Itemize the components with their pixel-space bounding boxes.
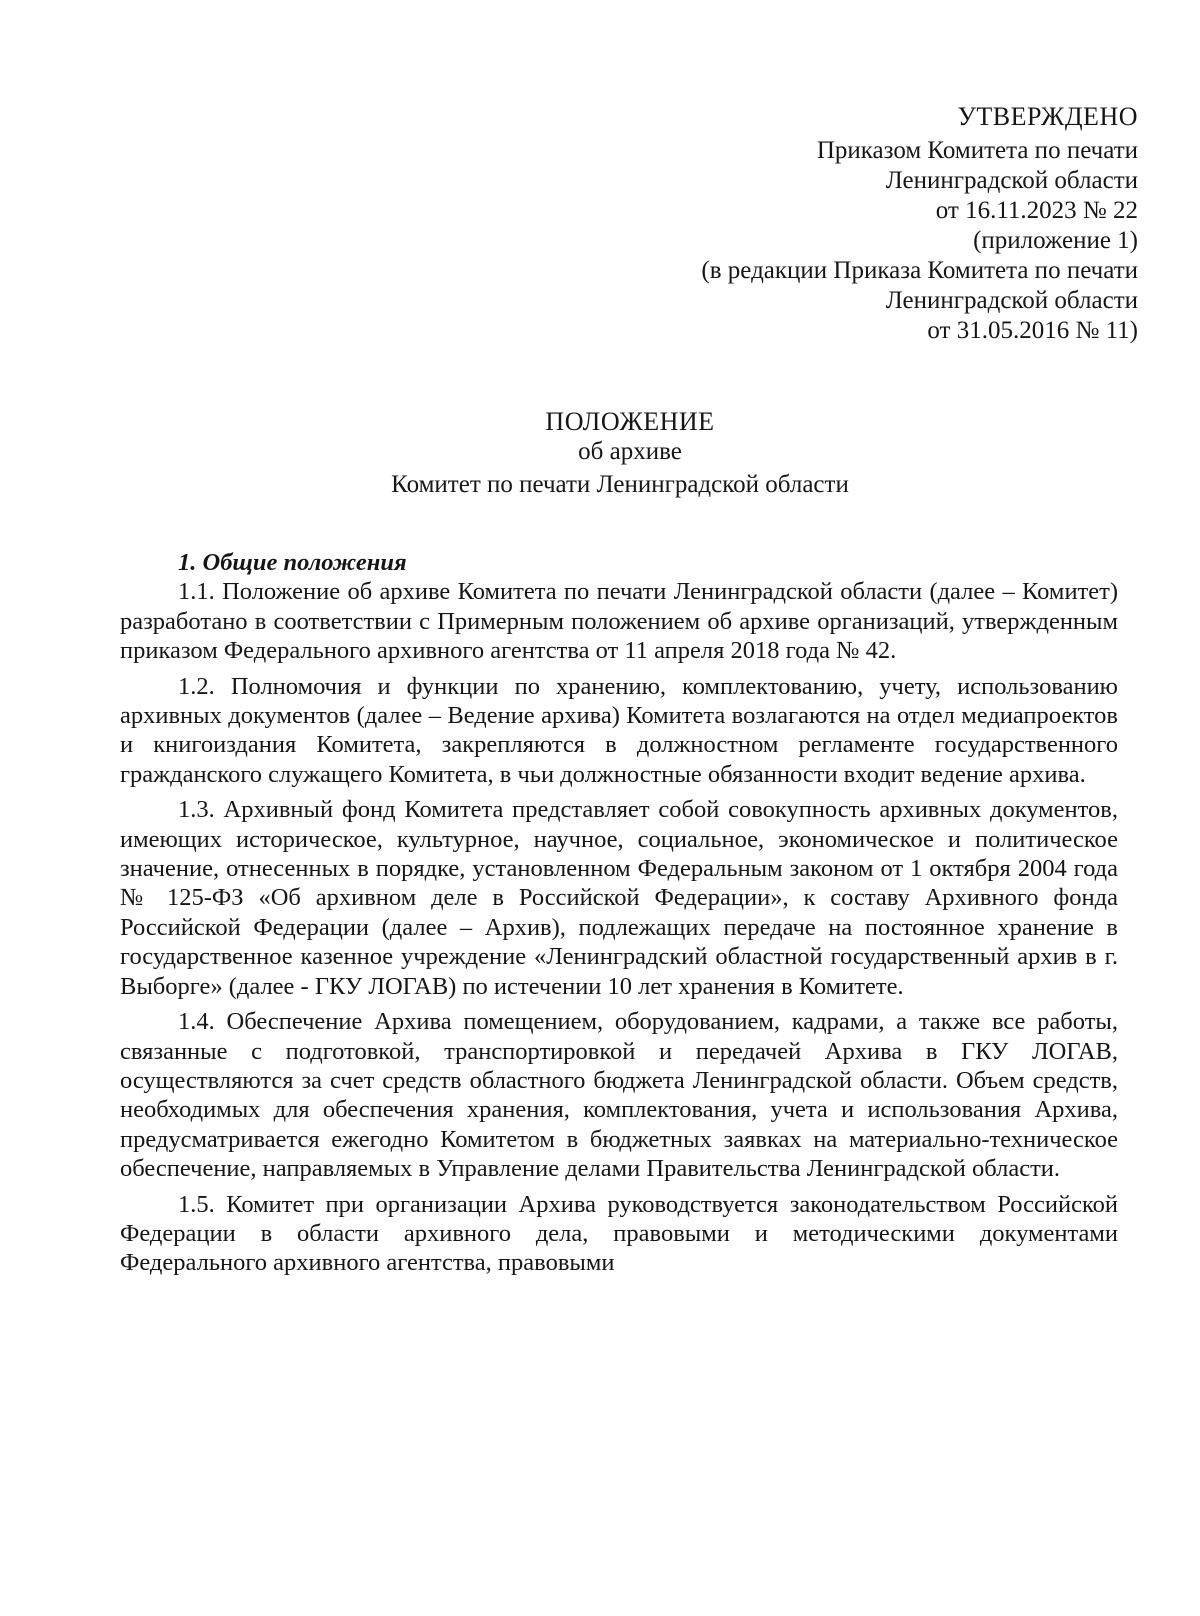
paragraph: 1.4. Обеспечение Архива помещением, оборудованием, кадрами, а также все работы, связанные с подготовкой, транспортировкой и передачей Архива в ГКУ ЛОГАВ, осуществляются за счет средств областного бюджета Ленинградской области. Объем средств, необходимых для обеспечения хранения, комплектования, учета и использования Архива, предусматривается ежегодно Комитетом в бюджетных заявках на материально-техническое обеспечение, направляемых в Управление делами Правительства Ленинградской области.	[120, 1008, 1118, 1183]
approval-line: (приложение 1)	[973, 227, 1138, 254]
title-subtitle: об архиве	[578, 438, 682, 465]
approval-line: Ленинградской области	[885, 287, 1138, 314]
title-organization: Комитет по печати Ленинградской области	[391, 471, 849, 498]
approval-line: Ленинградской области	[885, 167, 1138, 194]
approval-line: (в редакции Приказа Комитета по печати	[701, 257, 1138, 284]
approval-line: от 31.05.2016 № 11)	[927, 317, 1138, 344]
document-title	[120, 407, 1120, 500]
document-body	[120, 548, 1118, 1284]
approval-stamp	[578, 102, 1138, 346]
approval-line: Приказом Комитета по печати	[816, 137, 1138, 164]
approval-line: от 16.11.2023 № 22	[935, 197, 1138, 224]
paragraph: 1.5. Комитет при организации Архива руководствуется законодательством Российской Федерации в области архивного дела, правовыми и методическими документами Федерального архивного агентства, правовыми	[120, 1190, 1118, 1277]
approval-heading: УТВЕРЖДЕНО	[957, 102, 1138, 131]
paragraph: 1.3. Архивный фонд Комитета представляет собой совокупность архивных документов, имеющих историческое, культурное, научное, социальное, экономическое и политическое значение, отнесенных в порядке, установленном Федеральным законом от 1 октября 2004 года № 125-ФЗ «Об архивном деле в Российской Федерации», к составу Архивного фонда Российской Федерации (далее – Архив), подлежащих передаче на постоянное хранение в государственное казенное учреждение «Ленинградский областной государственный архив в г. Выборге» (далее - ГКУ ЛОГАВ) по истечении 10 лет хранения в Комитете.	[120, 796, 1118, 1000]
paragraph: 1.2. Полномочия и функции по хранению, комплектованию, учету, использованию архивных документов (далее – Ведение архива) Комитета возлагаются на отдел медиапроектов и книгоиздания Комитета, закрепляются в должностном регламенте государственного гражданского служащего Комитета, в чьи должностные обязанности входит ведение архива.	[120, 672, 1118, 788]
title-main: ПОЛОЖЕНИЕ	[545, 407, 715, 436]
paragraph: 1.1. Положение об архиве Комитета по печати Ленинградской области (далее – Комитет) разработано в соответствии с Примерным положением об архиве организаций, утвержденным приказом Федерального архивного агентства от 11 апреля 2018 года № 42.	[120, 578, 1118, 665]
section-heading: 1. Общие положения	[178, 549, 407, 576]
